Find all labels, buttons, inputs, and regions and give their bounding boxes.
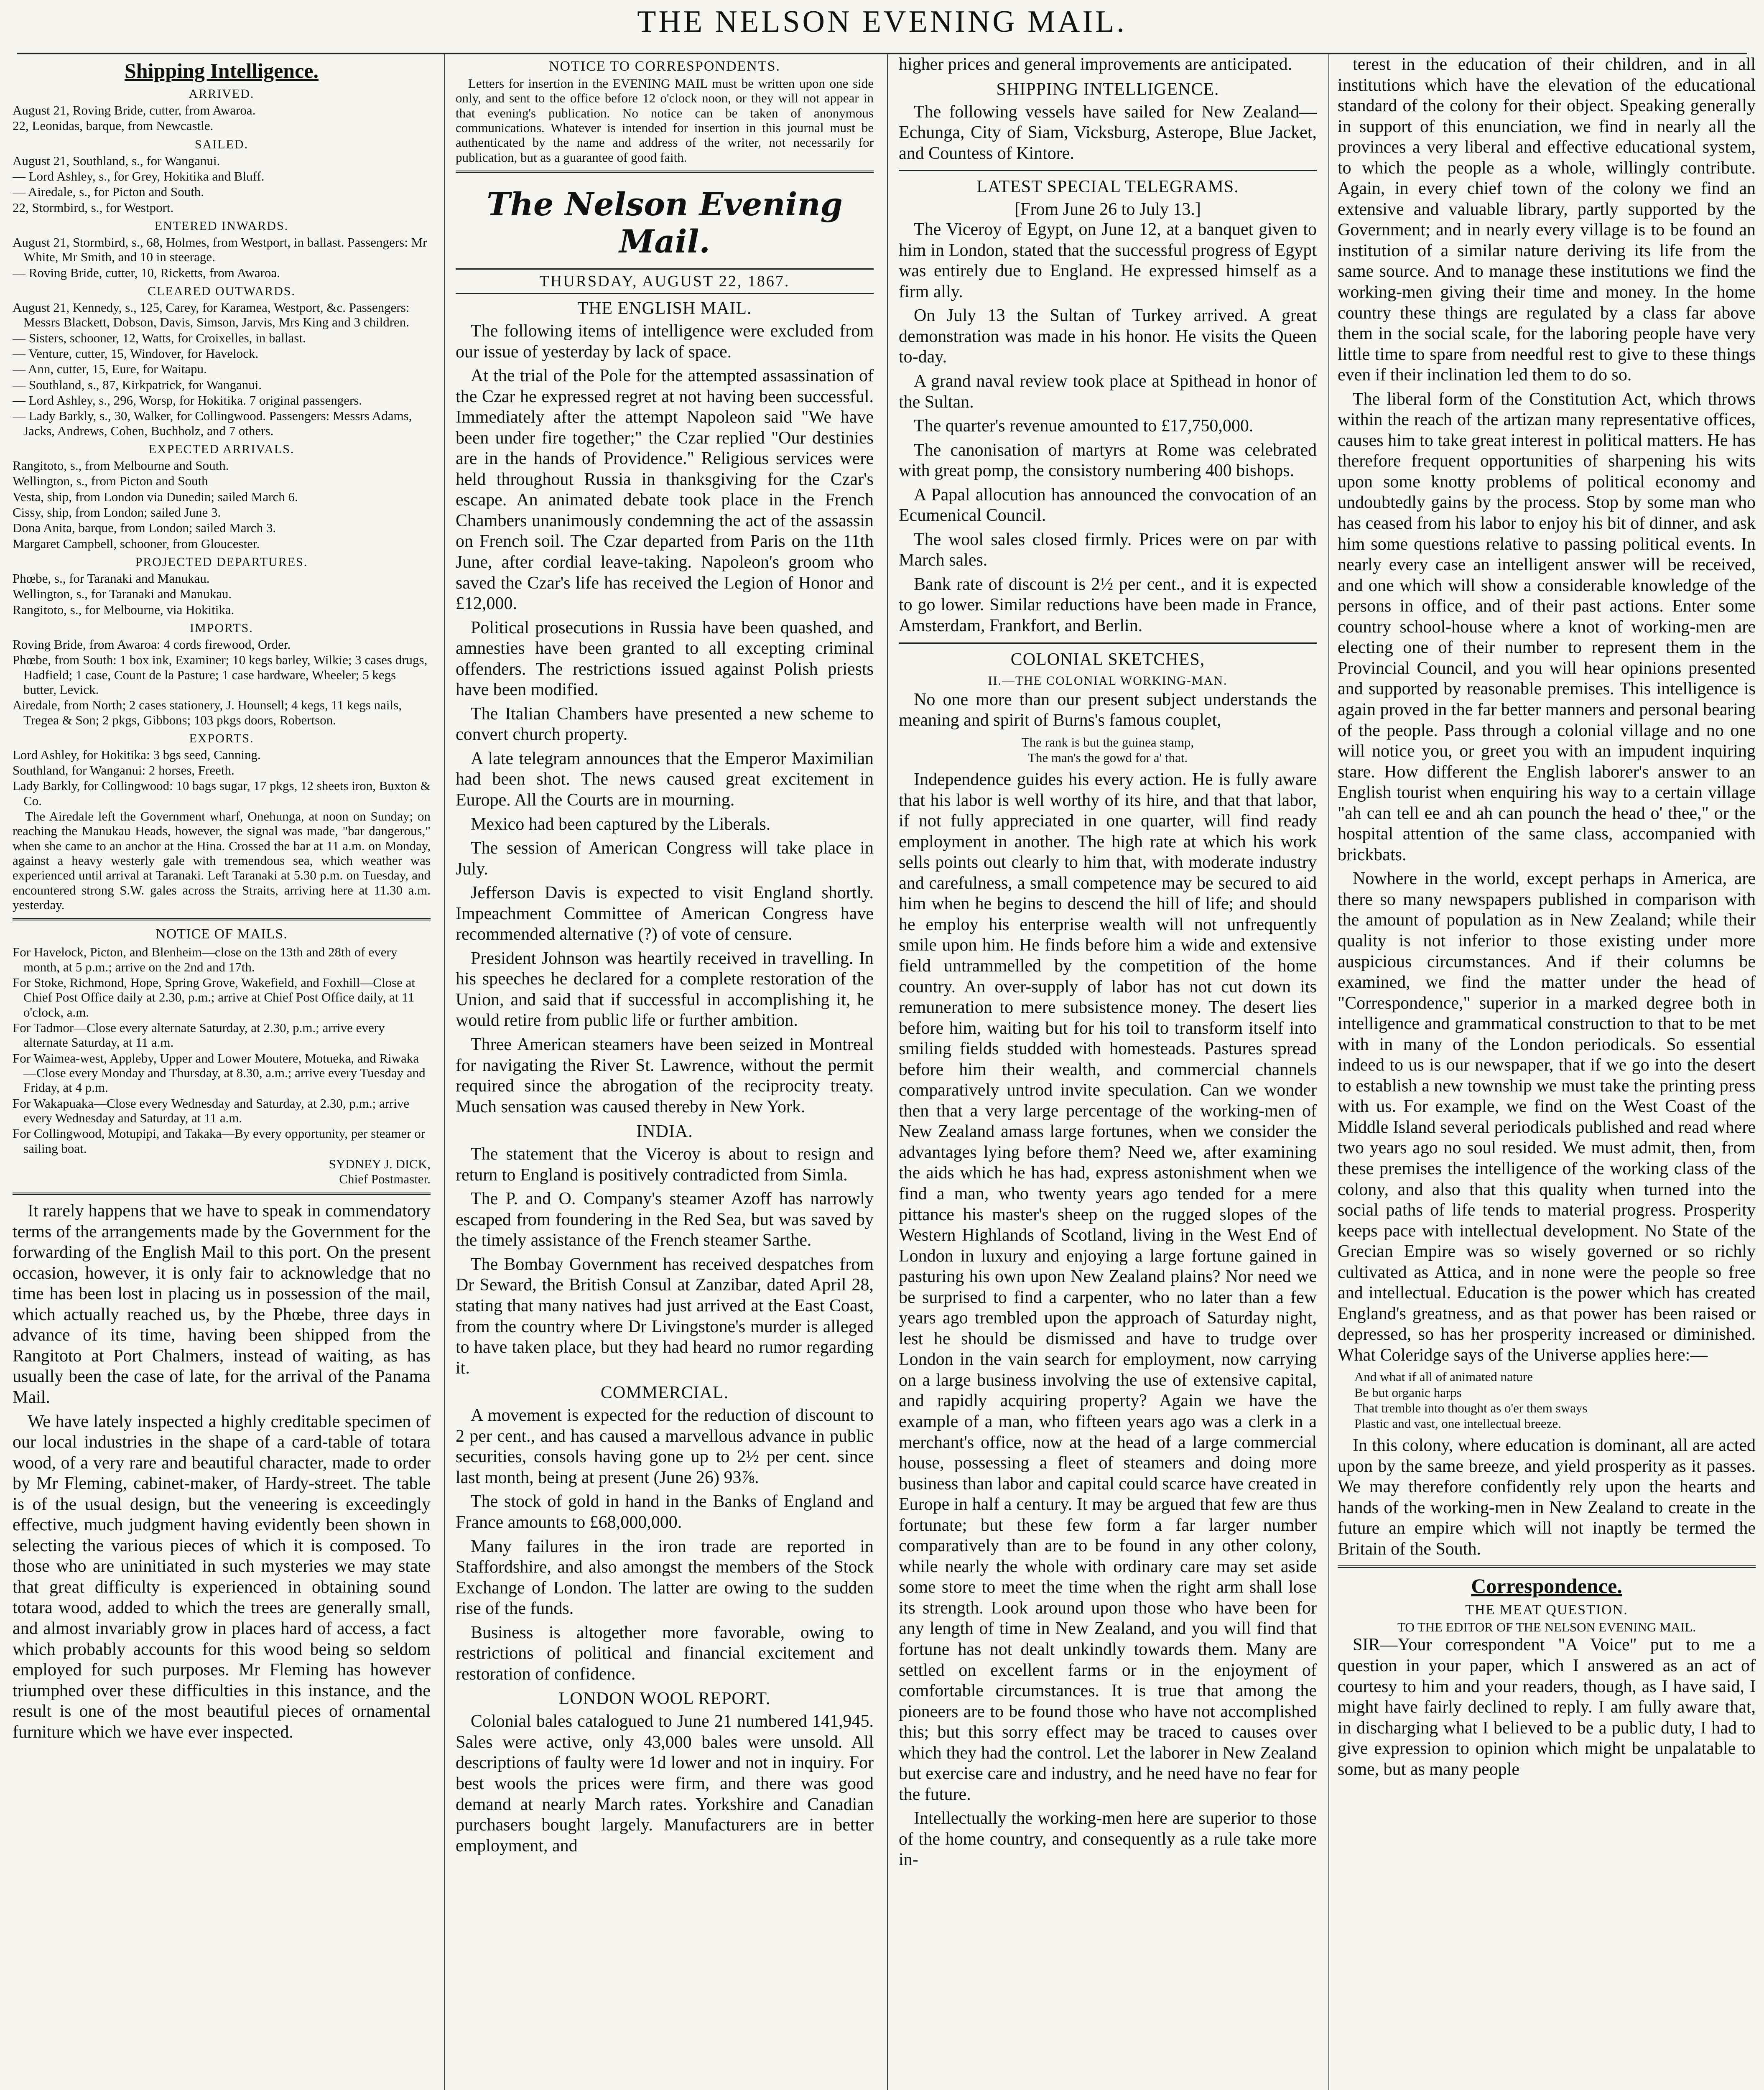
paragraph: Three American steamers have been seized in Montreal for navigating the River St. Lawrence, without the permit required since the abrogation of the reciprocity treaty. Much sensation was caused thereby in New York. bbox=[456, 1035, 874, 1116]
list-item: August 21, Roving Bride, cutter, from Awaroa. bbox=[13, 103, 256, 117]
notice-heading: NOTICE TO CORRESPONDENTS. bbox=[548, 59, 781, 74]
paragraph: On July 13 the Sultan of Turkey arrived. A great demonstration was made in his honor. He visits the Queen to-day. bbox=[899, 306, 1317, 367]
list-item: For Collingwood, Motupipi, and Takaka—By every opportunity, per steamer or sailing boat. bbox=[13, 1126, 426, 1156]
paragraph: Jefferson Davis is expected to visit England shortly. Impeachment Committee of American Congress have recommended alternative (?) of vote of censure. bbox=[456, 883, 874, 944]
list-item: For Wakapuaka—Close every Wednesday and Saturday, at 2.30, p.m.; arrive every Wednesday and Saturday, at 11 a.m. bbox=[13, 1096, 410, 1126]
list-item: Airedale, from North; 2 cases stationery, J. Hounsell; 4 kegs, 11 kegs nails, Tregea & Son; 2 pkgs, Gibbons; 103 pkgs doors, Robertson. bbox=[13, 698, 402, 727]
paragraph: Nowhere in the world, except perhaps in America, are there so many newspapers published in comparison with the amount of population as in New Zealand; while their quality is not inferior to those existing under more auspicious circumstances. And if their columns be examined, we find the matter under the head of "Correspondence," superior in a marked degree both in intelligence and grammatical construction to that to be met with in many of the London periodicals. So essential indeed to us is our newspaper, that if we go into the desert to establish a new township we must take the printing press with us. For example, we find on the West Coast of the Middle Island several periodicals published and read where two years ago no soul resided. We must admit, then, from these premises the intelligence of the working class of the colony, and also that this quality when turned into the social paths of life tends to material progress. Prosperity keeps pace with intellectual development. No State of the Grecian Empire was so wisely governed or so richly cultivated as Attica, and in none were the people so free and intellectual. Education is the power which has created England's greatness, and as that power has been raised or depressed, so has her prosperity increased or diminished. What Coleridge says of the Universe applies here:— bbox=[1338, 869, 1756, 1365]
imports-heading: IMPORTS. bbox=[190, 621, 253, 635]
paper-title: The Nelson Evening Mail. bbox=[487, 185, 843, 260]
column-divider bbox=[1328, 54, 1329, 2090]
list-item: For Stoke, Richmond, Hope, Spring Grove, Wakefield, and Foxhill—Close at Chief Post Office daily at 2.30, p.m.; arrive at Chief Post Office daily, at 11 o'clock, a.m. bbox=[13, 975, 415, 1020]
paragraph: The Viceroy of Egypt, on June 12, at a banquet given to him in London, stated that the successful progress of Egypt was entirely due to England. He expressed himself as a firm ally. bbox=[899, 220, 1317, 301]
commercial-heading: COMMERCIAL. bbox=[600, 1383, 729, 1403]
divider bbox=[13, 918, 431, 920]
paragraph: terest in the education of their children, and in all institutions which have the elevation of the educational standard of the colony for their object. Speaking generally in support of this enunciation, we find in nearly all the provinces a very liberal and effective educational system, to which the people as a whole, willingly contribute. Again, in every chief town of the colony we find an extensive and valuable library, partly supported by the Government; and in nearly every village is to be found an institution of a similar nature deriving its life from the same source. And to manage these institutions we find the working-men giving their time and money. In the home country these things are regulated by a class far above them in the social scale, for the laboring people have very little time to spare from needful rest to give to these things even if their inclination led them to do so. bbox=[1338, 55, 1756, 385]
sketches-continued bbox=[1338, 54, 1756, 1366]
list-item: Phœbe, from South: 1 box ink, Examiner; 10 kegs barley, Wilkie; 3 cases drugs, Hadfield; 1 case, Count de la Pasture; 1 case hardware, Wheeler; 5 kegs butter, Levick. bbox=[13, 652, 428, 697]
paragraph: Many failures in the iron trade are reported in Staffordshire, and also amongst the members of the Stock Exchange of London. The latter are owing to the sudden rise of the funds. bbox=[456, 1537, 874, 1618]
airedale-paragraph: The Airedale left the Government wharf, Onehunga, at noon on Sunday; on reaching the Manukau Heads, however, the signal was made, "bar dangerous," when she came to an anchor at the Hina. Crossed the bar at 11 a.m. on Monday, against a heavy westerly gale with tremendous sea, which weather was experienced until arrival at Taranaki. Left Taranaki at 5.30 p.m. on Tuesday, and encountered strong S.W. gales across the Straits, arriving here at 11.30 a.m. yesterday. bbox=[13, 809, 431, 912]
list-item: August 21, Kennedy, s., 125, Carey, for Karamea, Westport, &c. Passengers: Messrs Blackett, Dobson, Davis, Simson, Jarvis, Mrs King and 3 children. bbox=[13, 300, 410, 330]
paragraph: The liberal form of the Constitution Act, which throws within the reach of the artizan many representative offices, causes him to take great interest in political matters. He has therefore frequent opportunities of sharpening his wits upon some knotty problems of political economy and undoubtedly gains by the process. Stop by some man who has ceased from his labor to enjoy his bit of dinner, and ask him some questions relative to passing political events. In nearly every case an intelligent answer will be received, and one which will show a considerable knowledge of the persons in office, and of their past actions. Enter some country school-house where a knot of working-men are electing one of their number to represent them in the Provincial Council, and you will hear opinions presented and supported by reasonable premises. This intelligence is again proved in the far better manners and personal bearing of the people. Pass through a colonial village and no one will notice you, or greet you with an impudent inquiring stare. How different the English laborer's answer to an English tourist when enquiring his way to a certain village "ah can tell ee and ah can pounch the head o' thee," or the hospital attention of the same class, accompanied with brickbats. bbox=[1338, 389, 1756, 864]
verse-line: That tremble into thought as o'er them sways bbox=[1354, 1400, 1588, 1415]
sketches-subheading: II.—THE COLONIAL WORKING-MAN. bbox=[988, 673, 1228, 688]
arrived-list bbox=[13, 103, 431, 133]
paragraph: A movement is expected for the reduction of discount to 2 per cent., and has caused a marvellous advance in public securities, consols having gone up to 2½ per cent. since last month, being at present (June 26) 93⅞. bbox=[456, 1406, 874, 1487]
list-item: — Southland, s., 87, Kirkpatrick, for Wanganui. bbox=[13, 377, 262, 392]
india-heading: INDIA. bbox=[636, 1122, 693, 1142]
paragraph: A late telegram announces that the Emperor Maximilian had been shot. The news caused great excitement in Europe. All the Courts are in mourning. bbox=[456, 749, 874, 810]
list-item: — Venture, cutter, 15, Windover, for Havelock. bbox=[13, 346, 259, 361]
projected-list bbox=[13, 571, 431, 617]
paragraph: The P. and O. Company's steamer Azoff has narrowly escaped from foundering in the Red Sea, but was saved by the timely assistance of the French steamer Sarthe. bbox=[456, 1189, 874, 1250]
sketches-heading: COLONIAL SKETCHES, bbox=[1010, 650, 1205, 669]
list-item: For Havelock, Picton, and Blenheim—close on the 13th and 28th of every month, at 5 p.m.; arrive on the 2nd and 17th. bbox=[13, 945, 398, 974]
list-item: 22, Stormbird, s., for Westport. bbox=[13, 200, 174, 215]
paragraph: The Italian Chambers have presented a new scheme to convert church property. bbox=[456, 704, 874, 744]
list-item: Wellington, s., from Picton and South bbox=[13, 474, 208, 489]
shipping-intel-heading: SHIPPING INTELLIGENCE. bbox=[996, 79, 1219, 99]
expected-list bbox=[13, 458, 431, 551]
verse-line: The rank is but the guinea stamp, bbox=[1021, 734, 1194, 749]
list-item: — Roving Bride, cutter, 10, Ricketts, from Awaroa. bbox=[13, 265, 280, 280]
telegrams-dates: [From June 26 to July 13.] bbox=[1015, 200, 1201, 219]
list-item: Margaret Campbell, schooner, from Gloucester. bbox=[13, 536, 260, 551]
verse-line: The man's the gowd for a' that. bbox=[1027, 750, 1188, 765]
list-item: 22, Leonidas, barque, from Newcastle. bbox=[13, 118, 214, 133]
verse-line: And what if all of animated nature bbox=[1354, 1369, 1533, 1384]
inwards-list bbox=[13, 235, 431, 280]
wool-heading: LONDON WOOL REPORT. bbox=[558, 1689, 771, 1709]
burns-couplet bbox=[899, 734, 1317, 765]
sketches-conclusion: In this colony, where education is dominant, all are acted upon by the same breeze, and yield prosperity as it passes. We may therefore confidently rely upon the hearts and hands of the working-men in New Zealand to create in the future an empire which will not inaptly be termed the Britain of the South. bbox=[1338, 1436, 1756, 1559]
postmaster-name: SYDNEY J. DICK, bbox=[329, 1157, 431, 1172]
paragraph: The stock of gold in hand in the Banks of England and France amounts to £68,000,000. bbox=[456, 1492, 874, 1532]
masthead bbox=[0, 0, 1764, 50]
shipping-intel-text: The following vessels have sailed for New Zealand—Echunga, City of Siam, Vicksburg, Asterope, Blue Jacket, and Countess of Kintore. bbox=[899, 102, 1317, 163]
verse-line: Be but organic harps bbox=[1354, 1385, 1462, 1400]
column-3 bbox=[899, 54, 1317, 2090]
continued-text: higher prices and general improvements are anticipated. bbox=[899, 55, 1292, 74]
divider bbox=[13, 1193, 431, 1195]
list-item: August 21, Southland, s., for Wanganui. bbox=[13, 153, 220, 168]
paragraph: Intellectually the working-men here are superior to those of the home country, and consequently as a rule take more in- bbox=[899, 1809, 1317, 1870]
letter-text: SIR—Your correspondent "A Voice" put to me a question in your paper, which I answered as an act of courtesy to him and your readers, though, as I have said, I might have fairly declined to reply. I am fully aware that, in discharging what I believed to be a public duty, I had to give expression to opinion which might be unpalatable to some, but as many people bbox=[1338, 1635, 1756, 1779]
list-item: Lord Ashley, for Hokitika: 3 bgs seed, Canning. bbox=[13, 747, 261, 762]
paragraph: Independence guides his every action. He is fully aware that his labor is well worthy of its hire, and that that labor, if not fully appreciated in one quarter, will find ready employment in another. The high rate at which his work sells points out clearly to him that, with moderate industry and carefulness, a small competence may be secured to aid him when he begins to descend the hill of life; and should he employ his enterprise wealth will not unfrequently smile upon him. He finds before him a wide and extensive field untrammelled by the competition of the home country. An over-supply of labor has not cut down its remuneration to mere subsistence money. The desert lies before him, waiting but for his toil to transform itself into smiling fields studded with homesteads. Pastures spread before him their wealth, and commercial channels comparatively untrod invite speculation. Can we wonder then that a very large percentage of the working-men of New Zealand amass large fortunes, when we consider the advantages lying before them? Need we, after examining the aids which he has had, express astonishment when we find a man, who twenty years ago tended for a mere pittance his master's sheep on the rugged slopes of the Western Highlands of Scotland, living in the West End of London in luxury and enjoying a large fortune gained in pasturing his own upon New Zealand plains? Nor need we be surprised to find a carpenter, who no later than a few years ago trembled upon the approach of Saturday night, lest he should be dismissed and have to trudge over London in the vain search for employment, now carrying on a large business involving the use of extensive capital, and rapidly acquiring property? Again we have the example of a man, who fifteen years ago was a clerk in a merchant's office, now at the head of a large commercial house, possessing a fleet of steamers and doing more business than labor and capital could scarce have created in Europe in half a century. It may be argued that few are thus fortunate; but these few form a far larger number comparatively than are to be found in any other colony, while nearly the whole with ordinary care may set aside some store to meet the time when the right arm shall lose its strength. Look around upon those who have been for any length of time in New Zealand, and you will find that fortune has not dealt unkindly towards them. Many are settled on excellent farms or in the enjoyment of comfortable circumstances. It is true that among the pioneers are to be found those who have not accomplished this; but this sorry effect may be traced to causes over which they had the control. Let the laborer in New Zealand but exercise care and industry, and he need have no fear for the future. bbox=[899, 770, 1317, 1804]
commercial-text bbox=[456, 1405, 874, 1685]
english-mail-heading: THE ENGLISH MAIL. bbox=[577, 298, 752, 318]
list-item: For Waimea-west, Appleby, Upper and Lower Moutere, Motueka, and Riwaka—Close every Monday and Thursday, at 8.30, a.m.; arrive every Tuesday and Friday, at 4 p.m. bbox=[13, 1050, 426, 1095]
list-item: Phœbe, s., for Taranaki and Manukau. bbox=[13, 571, 210, 586]
paragraph: A Papal allocution has announced the convocation of an Ecumenical Council. bbox=[899, 485, 1317, 525]
wool-text: Colonial bales catalogued to June 21 numbered 141,945. Sales were active, only 43,000 bales were unsold. All descriptions of faulty were 1d lower and not in inquiry. For best wools the prices were firm, and there was good demand at nearly March rates. Yorkshire and Canadian purchasers bought largely. Manufacturers are in better employment, and bbox=[456, 1712, 874, 1856]
list-item: Wellington, s., for Taranaki and Manukau. bbox=[13, 586, 232, 602]
paragraph: At the trial of the Pole for the attempted assassination of the Czar he expressed regret at not having been successful. Immediately after the attempt Napoleon said "We have been under fire together;" the Czar replied "Our destinies are in the hands of Providence." Religious services were held throughout Russia in thanksgiving for the Czar's escape. An animated debate took place in the French Chambers unanimously condemning the act of the assassin on French soil. The Czar departed from Paris on the 11th June, after cordial leave-taking. Napoleon's groom who saved the Czar's life has received the Legion of Honor and £12,000. bbox=[456, 366, 874, 614]
telegrams-text bbox=[899, 219, 1317, 636]
outwards-heading: CLEARED OUTWARDS. bbox=[148, 284, 296, 298]
paragraph: The session of American Congress will take place in July. bbox=[456, 839, 874, 879]
column-1 bbox=[13, 54, 431, 2090]
list-item: August 21, Stormbird, s., 68, Holmes, from Westport, in ballast. Passengers: Mr White, Mr Smith, and 10 in steerage. bbox=[13, 234, 427, 265]
paragraph: Political prosecutions in Russia have been quashed, and amnesties have been granted to all excepting criminal offenders. The restrictions issued against Polish priests have been modified. bbox=[456, 618, 874, 700]
arrived-heading: ARRIVED. bbox=[189, 87, 255, 101]
list-item: Southland, for Wanganui: 2 horses, Freeth. bbox=[13, 763, 235, 778]
issue-date: THURSDAY, AUGUST 22, 1867. bbox=[456, 268, 874, 294]
divider bbox=[456, 171, 874, 173]
list-item: — Lady Barkly, s., 30, Walker, for Collingwood. Passengers: Messrs Adams, Jacks, Andrews, Cohen, Buchholz, and 7 others. bbox=[13, 408, 412, 438]
list-item: — Ann, cutter, 15, Eure, for Waitapu. bbox=[13, 362, 207, 377]
column-divider bbox=[887, 54, 888, 2090]
paragraph: The statement that the Viceroy is about to resign and return to England is positively contradicted from Simla. bbox=[456, 1144, 874, 1185]
list-item: For Tadmor—Close every alternate Saturday, at 2.30, p.m.; arrive every alternate Saturday, at 11 a.m. bbox=[13, 1020, 385, 1050]
sailed-heading: SAILED. bbox=[194, 137, 249, 151]
paragraph: The quarter's revenue amounted to £17,750,000. bbox=[914, 416, 1254, 436]
outwards-list bbox=[13, 300, 431, 438]
divider bbox=[899, 642, 1317, 644]
column-4 bbox=[1338, 54, 1756, 2090]
imports-list bbox=[13, 637, 431, 727]
list-item: Cissy, ship, from London; sailed June 3. bbox=[13, 505, 221, 520]
divider bbox=[1338, 1565, 1756, 1568]
inwards-heading: ENTERED INWARDS. bbox=[154, 219, 289, 233]
column-divider bbox=[444, 54, 445, 2090]
shipping-heading: Shipping Intelligence. bbox=[125, 59, 319, 82]
telegrams-heading: LATEST SPECIAL TELEGRAMS. bbox=[976, 177, 1239, 197]
sketches-text bbox=[899, 770, 1317, 1871]
card-table-paragraph: We have lately inspected a highly creditable specimen of our local industries in the shape of a card-table of totara wood, of a very rare and beautiful character, made to order by Mr Fleming, cabinet-maker, of Hardy-street. The table is of the usual design, but the veneering is exceedingly effective, much judgment having evidently been shown in selecting the various pieces of which it is composed. To those who are uninitiated in such mysteries we may state that great difficulty is experienced in obtaining sound totara wood, added to which the trees are generally small, and almost invariably grow in places hard of access, a fact which probably accounts for this wood being so seldom employed for such purposes. Mr Fleming has however triumphed over these difficulties in this instance, and the result is one of the most beautiful pieces of ornamental furniture which we have ever inspected. bbox=[13, 1412, 431, 1742]
mails-heading: NOTICE OF MAILS. bbox=[155, 926, 288, 942]
sailed-list bbox=[13, 153, 431, 215]
paragraph: The wool sales closed firmly. Prices were on par with March sales. bbox=[899, 530, 1317, 570]
english-mail-text bbox=[456, 321, 874, 1117]
list-item: Rangitoto, s., from Melbourne and South. bbox=[13, 458, 229, 473]
divider bbox=[899, 170, 1317, 171]
list-item: Roving Bride, from Awaroa: 4 cords firewood, Order. bbox=[13, 637, 291, 652]
list-item: Lady Barkly, for Collingwood: 10 bags sugar, 17 pkgs, 12 sheets iron, Buxton & Co. bbox=[13, 778, 431, 808]
paragraph: The canonisation of martyrs at Rome was celebrated with great pomp, the consistory numbering 400 bishops. bbox=[899, 440, 1317, 481]
paragraph: President Johnson was heartily received in travelling. In his speeches he declared for a complete restoration of the Union, and said that if successful in accomplishing it, he would retire from public life or further ambition. bbox=[456, 948, 874, 1030]
letter-title: THE MEAT QUESTION. bbox=[1465, 1602, 1628, 1618]
paragraph: The following items of intelligence were excluded from our issue of yesterday by lack of space. bbox=[456, 321, 874, 362]
expected-heading: EXPECTED ARRIVALS. bbox=[148, 442, 295, 456]
list-item: Vesta, ship, from London via Dunedin; sailed March 6. bbox=[13, 489, 298, 504]
paragraph: Mexico had been captured by the Liberals. bbox=[471, 814, 771, 834]
list-item: — Lord Ashley, s., for Grey, Hokitika and Bluff. bbox=[13, 168, 265, 184]
exports-list bbox=[13, 747, 431, 808]
list-item: — Lord Ashley, s., 296, Worsp, for Hokitika. 7 original passengers. bbox=[13, 393, 362, 408]
list-item: — Sisters, schooner, 12, Watts, for Croixelles, in ballast. bbox=[13, 330, 306, 345]
paragraph: A grand naval review took place at Spithead in honor of the Sultan. bbox=[899, 372, 1317, 412]
mail-paragraph: It rarely happens that we have to speak in commendatory terms of the arrangements made by the Government for the forwarding of the English Mail to this port. On the present occasion, however, it is only fair to acknowledge that no time has been lost in placing us in possession of the mail, which actually reached us, by the Phœbe, three days in advance of its time, having been shipped from the Rangitoto at Port Chalmers, instead of waiting, as has usually been the case of late, for the arrival of the Panama Mail. bbox=[13, 1201, 431, 1407]
correspondence-heading: Correspondence. bbox=[1471, 1574, 1622, 1598]
paragraph: The Bombay Government has received despatches from Dr Seward, the British Consul at Zanzibar, dated April 28, stating that many natives had just arrived at the East Coast, from the country where Dr Livingstone's murder is alleged to have taken place, but they had heard no rumor regarding it. bbox=[456, 1254, 874, 1378]
coleridge-verse bbox=[1338, 1369, 1756, 1431]
list-item: Rangitoto, s., for Melbourne, via Hokitika. bbox=[13, 602, 235, 617]
projected-heading: PROJECTED DEPARTURES. bbox=[135, 555, 308, 569]
paragraph: Bank rate of discount is 2½ per cent., and it is expected to go lower. Similar reductions have been made in France, Amsterdam, Frankfort, and Berlin. bbox=[899, 574, 1317, 636]
postmaster-title: Chief Postmaster. bbox=[339, 1172, 431, 1187]
sketches-intro: No one more than our present subject understands the meaning and spirit of Burns's famous couplet, bbox=[899, 690, 1317, 730]
column-2 bbox=[456, 54, 874, 2090]
list-item: Dona Anita, barque, from London; sailed March 3. bbox=[13, 520, 276, 535]
letter-addressee: TO THE EDITOR OF THE NELSON EVENING MAIL. bbox=[1397, 1620, 1696, 1635]
verse-line: Plastic and vast, one intellectual breeze. bbox=[1354, 1416, 1561, 1431]
exports-heading: EXPORTS. bbox=[189, 731, 254, 745]
india-text bbox=[456, 1144, 874, 1379]
paragraph: Business is altogether more favorable, owing to restrictions of political and financial excitement and restoration of confidence. bbox=[456, 1623, 874, 1684]
list-item: — Airedale, s., for Picton and South. bbox=[13, 184, 204, 199]
masthead-title: THE NELSON EVENING MAIL. bbox=[637, 5, 1127, 39]
mails-list bbox=[13, 945, 431, 1156]
notice-text: Letters for insertion in the EVENING MAIL must be written upon one side only, and sent to the office before 12 o'clock noon, or they will not appear in that evening's publication. No notice can be taken of anonymous communications. Whatever is intended for insertion in this journal must be authenticated by the name and address of the writer, not necessarily for publication, but as a guarantee of good faith. bbox=[456, 76, 874, 165]
